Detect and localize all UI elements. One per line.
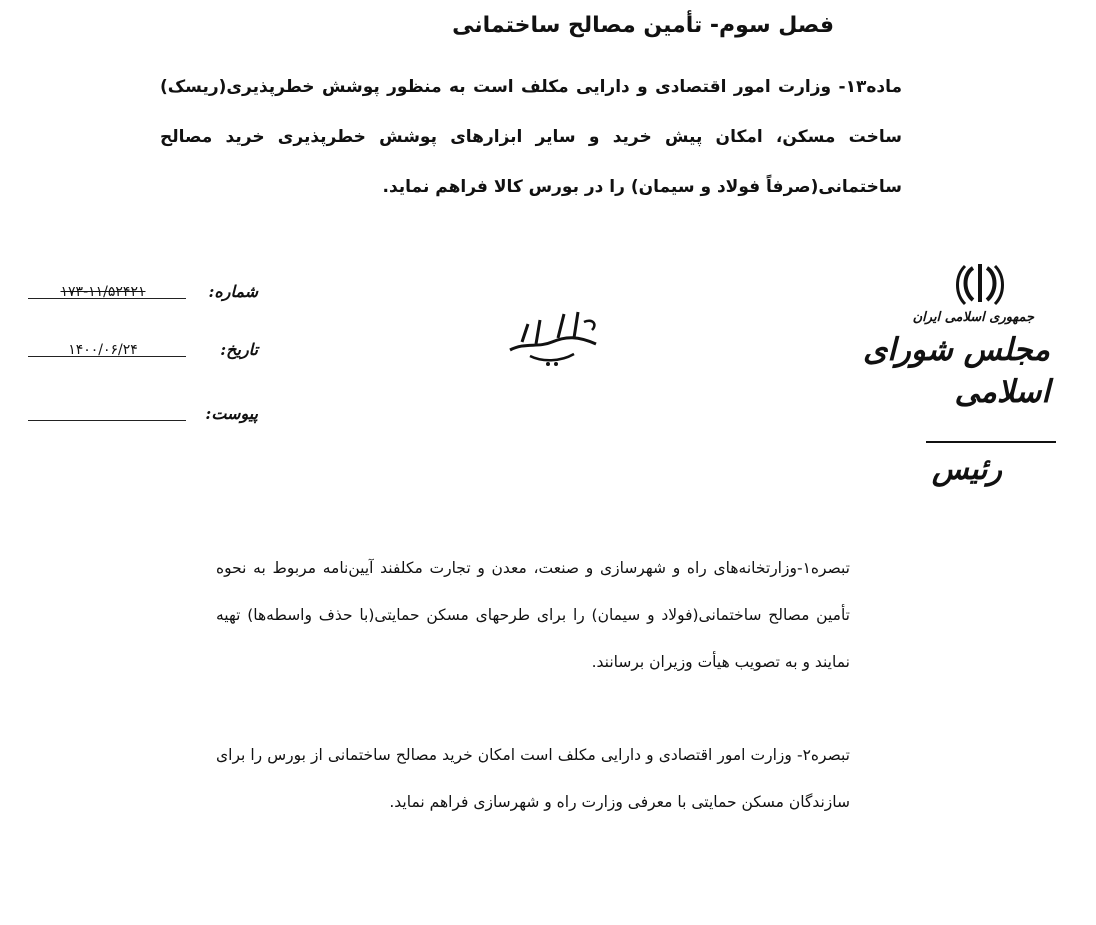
letter-attachment-line: [28, 420, 186, 421]
article-13: [160, 62, 902, 212]
article-13-text: وزارت امور اقتصادی و دارایی مکلف است به منظور پوشش خطرپذیری(ریسک) ساخت مسکن، امکان پیش خرید و سایر ابزارهای پوشش خطرپذیری خرید مصالح ساختمانی(صرفاً فولاد و سیمان) را در بورس کالا فراهم نماید.: [160, 77, 902, 197]
emblem-divider: [926, 441, 1056, 443]
letter-date-row: [28, 340, 258, 368]
letter-number-value: ۱۷۳-۱۱/۵۲۴۲۱: [60, 284, 146, 300]
republic-name: جمهوری اسلامی ایران: [912, 310, 1034, 325]
majlis-title-line1: مجلس شورای: [862, 332, 1050, 368]
article-13-label: ماده۱۳-: [838, 77, 902, 97]
letter-attachment-label: پیوست:: [205, 404, 258, 423]
majlis-title-line2: اسلامی: [954, 374, 1050, 410]
letter-attachment-row: [28, 404, 258, 432]
letter-date-value: ۱۴۰۰/۰۶/۲۴: [68, 342, 138, 358]
iran-emblem-icon: [955, 260, 1005, 306]
letter-number-row: [28, 282, 258, 310]
invocation-calligraphy: [500, 292, 610, 372]
note-2: تبصره۲- وزارت امور اقتصادی و دارایی مکلف است امکان خرید مصالح ساختمانی از بورس را برای سازندگان مسکن حمایتی با معرفی وزارت راه و شهرسازی فراهم نماید.: [216, 746, 850, 811]
letter-date-line: [28, 356, 186, 357]
letter-date-label: تاریخ:: [220, 340, 258, 359]
letter-number-label: شماره:: [208, 282, 258, 301]
letter-number-line: [28, 298, 186, 299]
parliament-emblem-block: [862, 256, 1080, 516]
chapter-heading: فصل سوم- تأمین مصالح ساختمانی: [452, 13, 834, 38]
president-title: رئیس: [931, 452, 1002, 487]
note-1: تبصره۱-وزارتخانه‌های راه و شهرسازی و صنعت، معدن و تجارت مکلفند آیین‌نامه مربوط به نحوه تأمین مصالح ساختمانی(فولاد و سیمان) را برای طرحهای مسکن حمایتی(با حذف واسطه‌ها) تهیه نمایند و به تصویب هیأت وزیران برسانند.: [216, 559, 850, 671]
